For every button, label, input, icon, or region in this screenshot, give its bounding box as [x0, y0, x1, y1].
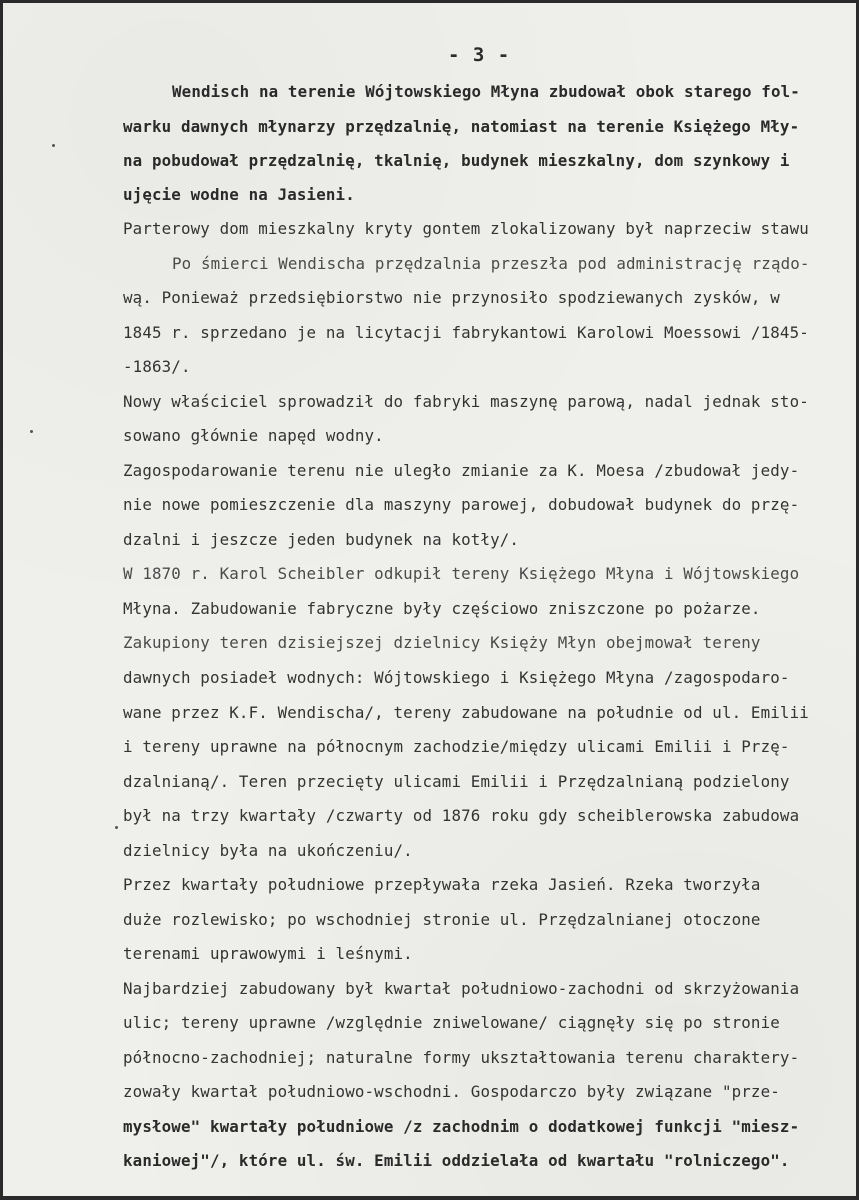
text-line: Nowy właściciel sprowadził do fabryki maszynę parową, nadal jednak sto-	[123, 392, 809, 411]
text-line: na pobudował przędzalnię, tkalnię, budynek mieszkalny, dom szynkowy i	[123, 151, 790, 170]
text-line: Parterowy dom mieszkalny kryty gontem zlokalizowany był naprzeciw stawu	[123, 219, 809, 238]
text-line: terenami uprawowymi i leśnymi.	[123, 944, 413, 963]
text-line: był na trzy kwartały /czwarty od 1876 roku gdy scheiblerowska zabudowa	[123, 806, 800, 825]
text-line: dzielnicy była na ukończeniu/.	[123, 841, 413, 860]
text-line: Zagospodarowanie terenu nie uległo zmianie za K. Moesa /zbudował jedy-	[123, 461, 800, 480]
text-line: Młyna. Zabudowanie fabryczne były częściowo zniszczone po pożarze.	[123, 599, 761, 618]
text-line: duże rozlewisko; po wschodniej stronie ul. Przędzalnianej otoczone	[123, 910, 761, 929]
text-line: nie nowe pomieszczenie dla maszyny parowej, dobudował budynek do przę-	[123, 495, 800, 514]
text-line: warku dawnych młynarzy przędzalnię, natomiast na terenie Księżego Mły-	[123, 117, 800, 136]
text-line: W 1870 r. Karol Scheibler odkupił tereny Księżego Młyna i Wójtowskiego	[123, 564, 800, 583]
text-line: Najbardziej zabudowany był kwartał południowo-zachodni od skrzyżowania	[123, 979, 800, 998]
text-line: wane przez K.F. Wendischa/, tereny zabudowane na południe od ul. Emilii	[123, 703, 809, 722]
text-line: 1845 r. sprzedano je na licytacji fabrykantowi Karolowi Moessowi /1845-	[123, 323, 809, 342]
text-line: -1863/.	[123, 357, 191, 376]
page-number: - 3 -	[448, 44, 511, 66]
scan-border-top	[0, 0, 859, 3]
text-line: dzalnianą/. Teren przecięty ulicami Emilii i Przędzalnianą podzielony	[123, 772, 790, 791]
scan-speck	[30, 430, 33, 433]
text-line: mysłowe" kwartały południowe /z zachodnim o dodatkowej funkcji "miesz-	[123, 1117, 800, 1136]
text-line: dzalni i jeszcze jeden budynek na kotły/.	[123, 530, 520, 549]
text-line: Po śmierci Wendischa przędzalnia przeszła pod administrację rządo-	[172, 254, 810, 273]
scan-border-bottom	[0, 1196, 859, 1200]
text-line: wą. Ponieważ przedsiębiorstwo nie przynosiło spodziewanych zysków, w	[123, 288, 780, 307]
text-line: zowały kwartał południowo-wschodni. Gospodarczo były związane "prze-	[123, 1082, 780, 1101]
text-line: dawnych posiadeł wodnych: Wójtowskiego i Księżego Młyna /zagospodaro-	[123, 668, 790, 687]
text-line: ulic; tereny uprawne /względnie zniwelowane/ ciągnęły się po stronie	[123, 1013, 780, 1032]
text-line: Przez kwartały południowe przepływała rzeka Jasień. Rzeka tworzyła	[123, 875, 761, 894]
scan-speck	[52, 144, 55, 147]
scan-border-left	[0, 0, 3, 1200]
text-line: i tereny uprawne na północnym zachodzie/między ulicami Emilii i Przę-	[123, 737, 790, 756]
text-line: północno-zachodniej; naturalne formy ukształtowania terenu charaktery-	[123, 1048, 800, 1067]
text-line: ujęcie wodne na Jasieni.	[123, 185, 355, 204]
text-line: Zakupiony teren dzisiejszej dzielnicy Księży Młyn obejmował tereny	[123, 633, 761, 652]
text-line: sowano głównie napęd wodny.	[123, 426, 384, 445]
text-line: kaniowej"/, które ul. św. Emilii oddzielała od kwartału "rolniczego".	[123, 1151, 790, 1170]
scan-speck	[115, 826, 118, 829]
text-line: Wendisch na terenie Wójtowskiego Młyna zbudował obok starego fol-	[172, 82, 800, 101]
